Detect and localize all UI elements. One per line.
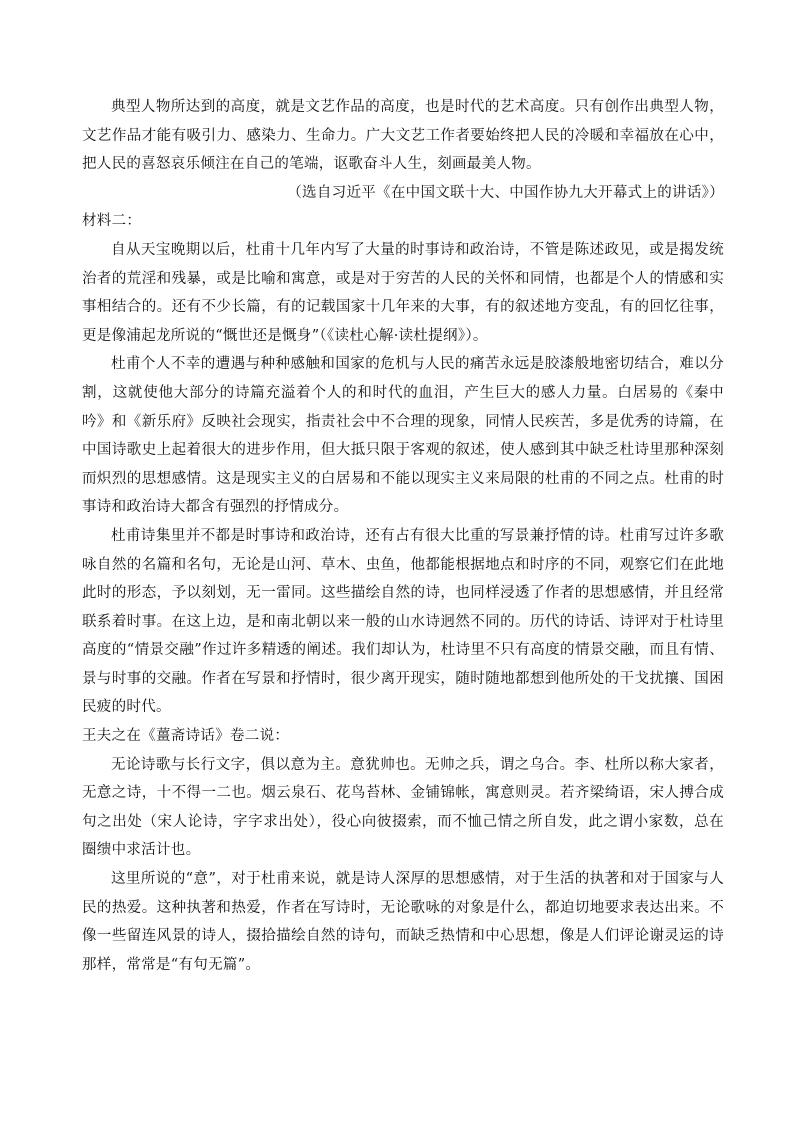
paragraph-du-fu-misfortune: 杜甫个人不幸的遭遇与种种感触和国家的危机与人民的痛苦永远是胶漆般地密切结合，难以分割，这就使他大部分的诗篇充溢着个人的和时代的血泪，产生巨大的感人力量。白居易的《秦中吟》和《新乐府》反映社会现实，指责社会中不合理的现象，同情人民疾苦，多是优秀的诗篇，在中国诗歌史上起着很大的进步作用，但大抵只限于客观的叙述，使人感到其中缺乏杜诗里那种深刻而炽烈的思想感情。这是现实主义的白居易和不能以现实主义来局限的杜甫的不同之点。杜甫的时事诗和政治诗大都含有强烈的抒情成分。	[82, 356, 724, 516]
document-page	[82, 93, 724, 979]
material-two-heading: 材料二：	[82, 213, 142, 230]
paragraph-tianbao: 自从天宝晚期以后，杜甫十几年内写了大量的时事诗和政治诗，不管是陈述政见，或是揭发统治者的荒淫和残暴，或是比喻和寓意，或是对于穷苦的人民的关怀和同情，也都是个人的情感和实事相结合的。还有不少长篇，有的记载国家十几年来的大事，有的叙述地方变乱，有的回忆往事，更是像浦起龙所说的“慨世还是慨身”（《读杜心解·读杜提纲》）。	[82, 241, 724, 344]
source-citation: （选自习近平《在中国文联十大、中国作协九大开幕式上的讲话》）	[287, 184, 724, 201]
paragraph-typical-characters: 典型人物所达到的高度，就是文艺作品的高度，也是时代的艺术高度。只有创作出典型人物，文艺作品才能有吸引力、感染力、生命力。广大文艺工作者要始终把人民的冷暖和幸福放在心中，把人民的喜怒哀乐倾注在自己的笔端，讴歌奋斗人生，刻画最美人物。	[82, 99, 724, 173]
paragraph-meaning-of-yi: 这里所说的“意”，对于杜甫来说，就是诗人深厚的思想感情，对于生活的执著和对于国家与人民的热爱。这种执著和热爱，作者在写诗时，无论歌咏的对象是什么，都迫切地要求表达出来。不像一些留连风景的诗人，掇拾描绘自然的诗句，而缺乏热情和中心思想，像是人们评论谢灵运的诗那样，常常是“有句无篇”。	[82, 871, 724, 973]
wang-fuzhi-quote: 无论诗歌与长行文字，俱以意为主。意犹帅也。无帅之兵，谓之乌合。李、杜所以称大家者，无意之诗，十不得一二也。烟云泉石、花鸟苔林、金铺锦帐，寓意则灵。若齐梁绮语，宋人搏合成句之出处（宋人论诗，字字求出处），役心向彼掇索，而不恤己情之所自发，此之谓小家数，总在圈缋中求活计也。	[82, 756, 724, 859]
wang-fuzhi-intro: 王夫之在《薑斋诗话》卷二说：	[82, 728, 290, 745]
paragraph-scenery-poems: 杜甫诗集里并不都是时事诗和政治诗，还有占有很大比重的写景兼抒情的诗。杜甫写过许多歌咏自然的名篇和名句，无论是山河、草木、虫鱼，他都能根据地点和时序的不同，观察它们在此地此时的形态，予以刻划，无一雷同。这些描绘自然的诗，也同样浸透了作者的思想感情，并且经常联系着时事。在这上边，是和南北朝以来一般的山水诗迥然不同的。历代的诗话、诗评对于杜诗里高度的“情景交融”作过许多精透的阐述。我们却认为，杜诗里不只有高度的情景交融，而且有情、景与时事的交融。作者在写景和抒情时，很少离开现实，随时随地都想到他所处的干戈扰攘、国困民疲的时代。	[82, 527, 724, 716]
